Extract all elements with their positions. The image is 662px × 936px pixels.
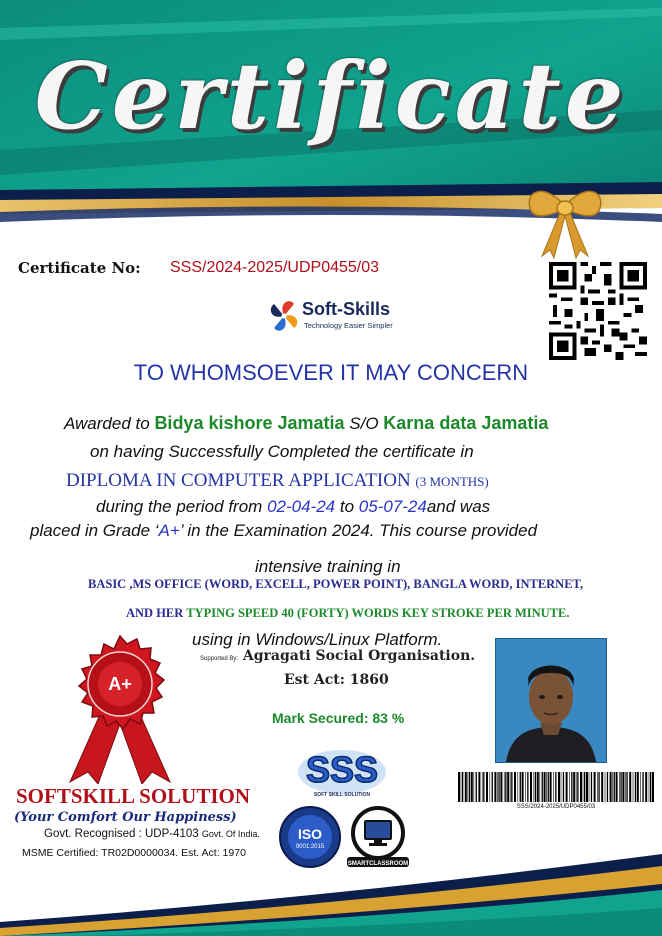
period-prefix: during the period from <box>96 497 263 516</box>
typing-prefix: AND HER <box>126 606 184 620</box>
barcode-bar <box>469 772 470 802</box>
student-name: Bidya kishore Jamatia <box>154 413 345 433</box>
barcode-bar <box>483 772 484 802</box>
barcode-bar <box>486 772 488 802</box>
barcode-bar <box>525 772 526 802</box>
barcode-bar <box>468 772 469 802</box>
barcode-bar <box>546 772 547 802</box>
govt-recognition <box>44 828 260 840</box>
from-date: 02-04-24 <box>267 497 336 516</box>
completion-text: on having Successfully Completed the certificate in <box>90 442 474 461</box>
barcode-bar <box>505 772 506 802</box>
mark-secured: Mark Secured: 83 % <box>272 710 405 726</box>
course-duration: (3 MONTHS) <box>415 474 489 489</box>
certificate-no-value: SSS/2024-2025/UDP0455/03 <box>170 259 380 276</box>
barcode-bar <box>548 772 549 802</box>
student-photo <box>495 638 607 763</box>
barcode-bar <box>584 772 585 802</box>
barcode-bar <box>591 772 592 802</box>
period-line <box>96 497 490 517</box>
barcode-bar <box>566 772 568 802</box>
platform-text: using in Windows/Linux Platform. <box>192 630 443 649</box>
barcode-bar <box>640 772 641 802</box>
barcode-bar <box>635 772 636 802</box>
barcode-bar <box>620 772 621 802</box>
certificate-no-label: Certificate No: <box>18 259 141 277</box>
award-prefix: Awarded to <box>64 414 150 433</box>
sss-logo-sub: SOFT SKILL SOLUTION <box>313 792 371 798</box>
certificate-title: Certificate <box>34 42 628 150</box>
gold-bow-icon <box>520 178 610 260</box>
barcode-bar <box>534 772 535 802</box>
barcode <box>456 772 656 802</box>
barcode-bar <box>642 772 643 802</box>
barcode-bar <box>577 772 578 802</box>
barcode-bar <box>558 772 560 802</box>
barcode-bar <box>476 772 477 802</box>
pinwheel-logo-icon <box>268 298 300 334</box>
barcode-bar <box>537 772 539 802</box>
award-line <box>64 413 548 434</box>
barcode-bar <box>614 772 615 802</box>
barcode-bar <box>633 772 634 802</box>
barcode-bar <box>569 772 570 802</box>
to-word: to <box>339 497 355 516</box>
barcode-bar <box>607 772 608 802</box>
barcode-bar <box>616 772 618 802</box>
support-prefix: Supported By: <box>200 656 239 662</box>
barcode-bar <box>522 772 524 802</box>
barcode-bar <box>478 772 480 802</box>
barcode-bar <box>625 772 626 802</box>
barcode-bar <box>605 772 606 802</box>
barcode-bar <box>601 772 603 802</box>
barcode-bar <box>583 772 584 802</box>
barcode-bar <box>520 772 521 802</box>
grade-line <box>30 521 537 541</box>
barcode-bar <box>652 772 654 802</box>
qr-code-icon <box>548 262 648 360</box>
barcode-text: SSS/2024-2025/UDP0455/03 <box>516 804 596 810</box>
parent-name: Karna data Jamatia <box>383 413 549 433</box>
barcode-bar <box>461 772 462 802</box>
barcode-bar <box>504 772 505 802</box>
typing-text: TYPING SPEED 40 (FORTY) WORDS KEY STROKE PER MINUTE. <box>186 606 570 620</box>
barcode-bar <box>514 772 516 802</box>
barcode-bar <box>561 772 562 802</box>
barcode-bar <box>629 772 631 802</box>
barcode-bar <box>619 772 620 802</box>
barcode-bar <box>563 772 564 802</box>
grade-prefix: placed in Grade ‘ <box>30 521 159 540</box>
subjects-text: BASIC ,MS OFFICE (WORD, EXCELL, POWER POINT), BANGLA WORD, INTERNET, <box>88 577 584 591</box>
barcode-bar <box>490 772 491 802</box>
barcode-bar <box>586 772 588 802</box>
barcode-bar <box>510 772 511 802</box>
relation: S/O <box>349 414 379 433</box>
barcode-bar <box>553 772 554 802</box>
barcode-bar <box>458 772 460 802</box>
support-org: Agragati Social Organisation. <box>242 648 476 664</box>
logo-tagline: Technology Easier Simpler <box>304 321 393 330</box>
barcode-bar <box>555 772 556 802</box>
barcode-bar <box>580 772 582 802</box>
sss-logo-text: SSS <box>305 749 379 790</box>
govt-recognised: Govt. Recognised : UDP-4103 <box>44 828 199 840</box>
course-name: DIPLOMA IN COMPUTER APPLICATION <box>66 470 411 491</box>
header-band <box>0 0 662 232</box>
barcode-bar <box>518 772 519 802</box>
barcode-bar <box>540 772 541 802</box>
barcode-bar <box>497 772 498 802</box>
barcode-bar <box>527 772 528 802</box>
barcode-bar <box>474 772 475 802</box>
training-text: intensive training in <box>255 557 401 576</box>
barcode-bar <box>471 772 473 802</box>
iso-sub: 9001:2015 <box>295 844 325 850</box>
barcode-bar <box>550 772 552 802</box>
soft-skills-logo <box>268 296 418 338</box>
barcode-bar <box>594 772 596 802</box>
barcode-bar <box>597 772 598 802</box>
placed-text: and was <box>426 497 491 516</box>
to-date: 05-07-24 <box>358 497 427 516</box>
seal-grade: A+ <box>108 674 132 694</box>
barcode-bar <box>650 772 651 802</box>
barcode-bar <box>571 772 572 802</box>
iso-text: ISO <box>297 826 323 842</box>
issuer-name: SOFTSKILL SOLUTION <box>16 784 251 808</box>
award-ribbon-icon <box>40 632 200 784</box>
barcode-bar <box>492 772 493 802</box>
barcode-bar <box>535 772 536 802</box>
barcode-bar <box>573 772 575 802</box>
barcode-bar <box>500 772 502 802</box>
msme-certified: MSME Certified: TR02D0000034. Est. Act: 1970 <box>22 847 246 859</box>
logo-name: Soft-Skills <box>302 299 391 319</box>
course-line <box>66 470 489 492</box>
barcode-bar <box>542 772 543 802</box>
barcode-bar <box>576 772 577 802</box>
smartclass-text: SMARTCLASSROOM <box>347 861 409 867</box>
grade-suffix: ’ in the Examination 2024. This course provided <box>179 521 538 540</box>
barcode-bar <box>589 772 590 802</box>
govt-of-india: Govt. Of India. <box>201 829 260 839</box>
sss-logo-icon <box>292 742 392 800</box>
est-act: Est Act: 1860 <box>284 672 389 688</box>
typing-line <box>126 606 570 621</box>
barcode-bar <box>645 772 647 802</box>
barcode-bar <box>494 772 496 802</box>
barcode-bar <box>498 772 499 802</box>
barcode-bar <box>637 772 639 802</box>
issuer-tagline: (Your Comfort Our Happiness) <box>14 810 237 825</box>
grade-value: A+ <box>158 521 180 540</box>
barcode-bar <box>649 772 650 802</box>
barcode-bar <box>598 772 599 802</box>
barcode-bar <box>462 772 463 802</box>
barcode-bar <box>530 772 532 802</box>
person-photo-icon <box>496 639 606 762</box>
support-line <box>200 648 475 664</box>
barcode-bar <box>507 772 509 802</box>
barcode-bar <box>511 772 512 802</box>
concern-heading: TO WHOMSOEVER IT MAY CONCERN <box>133 360 529 385</box>
footer-swoosh <box>0 850 662 936</box>
barcode-bar <box>626 772 627 802</box>
barcode-bar <box>622 772 624 802</box>
barcode-bar <box>544 772 546 802</box>
barcode-bar <box>482 772 483 802</box>
barcode-bar <box>465 772 467 802</box>
barcode-bar <box>612 772 613 802</box>
barcode-bar <box>610 772 612 802</box>
